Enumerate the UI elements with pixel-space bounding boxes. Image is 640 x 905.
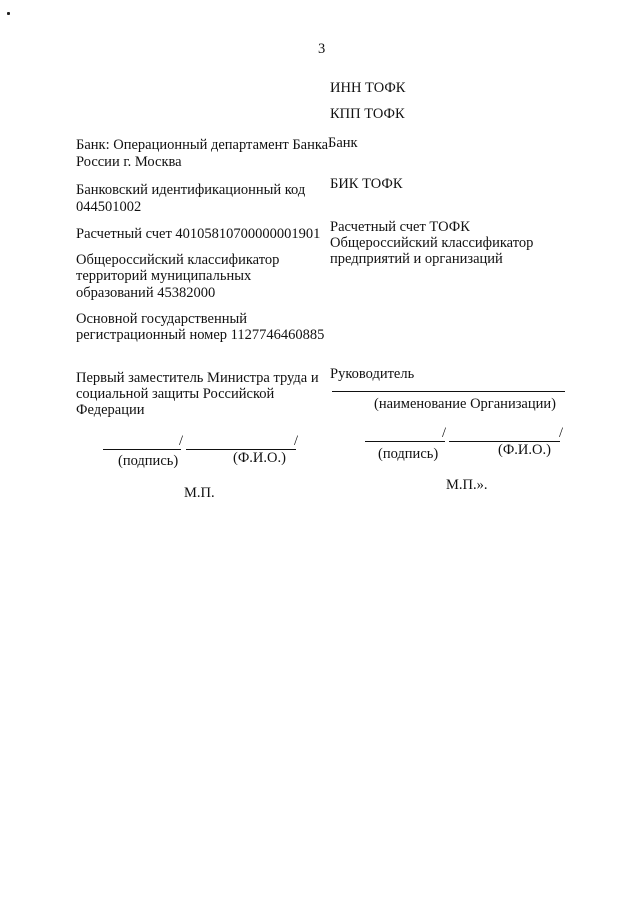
oktmo-line3: образований 45382000 — [76, 285, 216, 301]
stamp-left: М.П. — [184, 485, 215, 501]
separator-slash: / — [559, 425, 564, 441]
signer-title-line2: социальной защиты Российской — [76, 386, 275, 402]
signer-title-line3: Федерации — [76, 402, 145, 418]
org-name-line — [332, 391, 565, 392]
bic-value: 044501002 — [76, 199, 142, 215]
okpo-line2: предприятий и организаций — [330, 251, 503, 267]
signature-label-left: (подпись) — [118, 453, 179, 469]
signer-title-right: Руководитель — [330, 366, 415, 382]
separator-slash: / — [179, 433, 184, 449]
fio-label-right: (Ф.И.О.) — [498, 442, 551, 458]
oktmo-line2: территорий муниципальных — [76, 268, 252, 284]
bank-name-line2: России г. Москва — [76, 154, 182, 170]
tofk-account-label: Расчетный счет ТОФК — [330, 219, 470, 235]
inn-tofk-label: ИНН ТОФК — [330, 80, 406, 96]
org-name-label: (наименование Организации) — [374, 396, 556, 412]
okpo-line1: Общероссийский классификатор — [330, 235, 534, 251]
settlement-account: Расчетный счет 40105810700000001901 — [76, 226, 321, 242]
scan-speck — [7, 12, 10, 15]
signature-label-right: (подпись) — [378, 446, 439, 462]
bank-label-right: Банк — [328, 135, 358, 151]
signature-line-left — [103, 449, 181, 450]
stamp-right: М.П.». — [446, 477, 488, 493]
ogrn-line2: регистрационный номер 1127746460885 — [76, 327, 325, 343]
separator-slash: / — [442, 425, 447, 441]
bic-label: Банковский идентификационный код — [76, 182, 306, 198]
page-number: 3 — [318, 41, 326, 57]
bic-tofk-label: БИК ТОФК — [330, 176, 403, 192]
kpp-tofk-label: КПП ТОФК — [330, 106, 405, 122]
signer-title-line1: Первый заместитель Министра труда и — [76, 370, 319, 386]
separator-slash: / — [294, 433, 299, 449]
oktmo-line1: Общероссийский классификатор — [76, 252, 280, 268]
bank-name-line1: Банк: Операционный департамент Банка — [76, 137, 329, 153]
ogrn-line1: Основной государственный — [76, 311, 247, 327]
signature-line-right — [365, 441, 445, 442]
fio-label-left: (Ф.И.О.) — [233, 450, 286, 466]
